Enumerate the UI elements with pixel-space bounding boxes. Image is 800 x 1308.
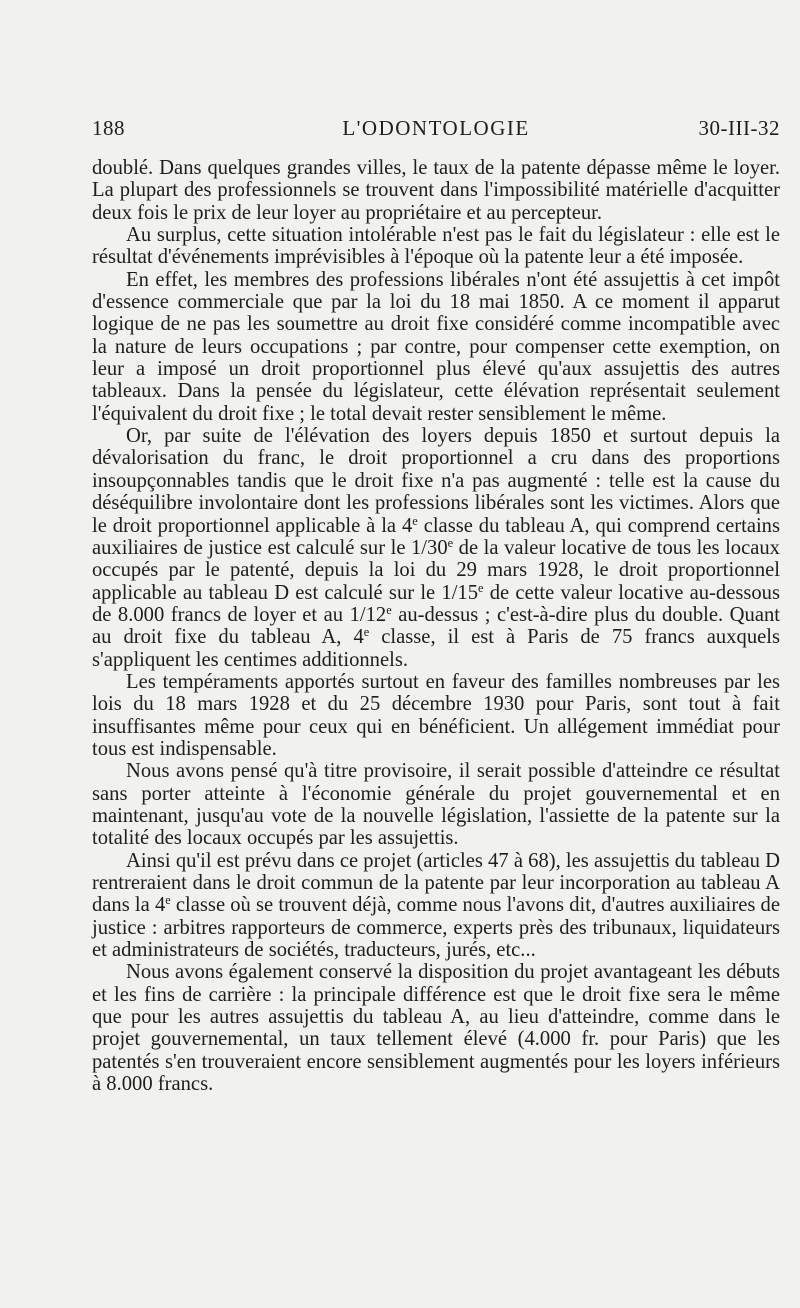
paragraph: [92, 269, 780, 425]
text-run: En effet, les membres des professions libérales n'ont été assujettis à cet impôt d'essence commerciale que par la loi du 18 mai 1850. A ce moment il apparut logique de ne pas les soumettre au droit fixe considéré comme incompatible avec la nature de leurs occupations ; par contre, pour compenser cette exemption, on leur a imposé un droit proportionnel plus élevé qu'aux assujettis des autres tableaux. Dans la pensée du législateur, cette élévation représentait seulement l'équivalent du droit fixe ; le total devait rester sensiblement le même.: [92, 268, 780, 425]
text-run: au-dessus ; c'est-à-dire plus du double. Quant au droit fixe du tableau A, 4: [92, 603, 780, 649]
text-run: Nous avons pensé qu'à titre provisoire, il serait possible d'atteindre ce résultat sans porter atteinte à l'économie générale du projet gouvernemental et en maintenant, jusqu'au vote de la nouvelle législation, l'assiette de la patente sur la totalité des locaux occupés par les assujettis.: [92, 760, 780, 850]
paragraph: [92, 425, 780, 671]
paragraph: [92, 671, 780, 760]
superscript: e: [363, 625, 370, 640]
text-run: classe du tableau A, qui comprend certains auxiliaires de justice est calculé sur le 1/30: [92, 514, 780, 559]
issue-date: 30-III-32: [698, 116, 780, 140]
running-header: [92, 116, 780, 142]
text-run: classe où se trouvent déjà, comme nous l'avons dit, d'autres auxiliaires de justice : arbitres rapporteurs de commerce, experts près des tribunaux, liquidateurs et administrateurs de sociétés, traducteurs, jurés, etc...: [92, 894, 780, 962]
text-run: de la valeur locative de tous les locaux occupés par le patenté, depuis la loi du 29 mars 1928, le droit proportionnel applicable au tableau D est calculé sur le 1/15: [92, 536, 780, 604]
paragraph: [92, 850, 780, 962]
text-run: doublé. Dans quelques grandes villes, le taux de la patente dépasse même le loyer. La plupart des professionnels se trouvent dans l'impossibilité matérielle d'acquitter deux fois le prix de leur loyer au propriétaire et au percepteur.: [92, 157, 780, 224]
text-run: Les tempéraments apportés surtout en faveur des familles nombreuses par les lois du 18 mars 1928 et du 25 décembre 1930 pour Paris, sont tout à fait insuffisantes même pour ceux qui en bénéficient. Un allégement immédiat pour tous est indispensable.: [92, 670, 780, 760]
paragraph: [92, 157, 780, 224]
text-run: classe, il est à Paris de 75 francs auxquels s'appliquent les centimes additionnels.: [92, 626, 780, 671]
text-run: de cette valeur locative au-dessous de 8.000 francs de loyer et au 1/12: [92, 581, 780, 626]
superscript: e: [165, 893, 171, 908]
text-run: Or, par suite de l'élévation des loyers depuis 1850 et surtout depuis la dévalorisation du franc, le droit proportionnel a cru dans des proportions insoupçonnables tandis que le droit fixe n'a pas augmenté : telle est la cause du déséquilibre involontaire dont les professions libérales sont les victimes. Alors que le droit proportionnel applicable à la 4: [92, 425, 780, 537]
superscript: e: [447, 536, 454, 551]
text-run: Ainsi qu'il est prévu dans ce projet (articles 47 à 68), les assujettis du tableau D rentreraient dans le droit commun de la patente par leur incorporation au tableau A dans la 4: [92, 849, 780, 917]
superscript: e: [478, 580, 484, 595]
paragraph: [92, 961, 780, 1095]
journal-title: L'ODONTOLOGIE: [342, 116, 530, 140]
superscript: e: [412, 513, 418, 528]
superscript: e: [386, 603, 392, 618]
text-run: Nous avons également conservé la disposition du projet avantageant les débuts et les fins de carrière : la principale différence est que le droit fixe sera le même que pour les autres assujettis du tableau A, au lieu d'atteindre, comme dans le projet gouvernemental, un taux tellement élevé (4.000 fr. pour Paris) que les patentés s'en trouveraient encore sensiblement augmentés pour les loyers inférieurs à 8.000 francs.: [92, 961, 780, 1096]
body-text: [92, 157, 780, 1095]
paragraph: [92, 224, 780, 269]
page-number: 188: [92, 116, 125, 140]
paragraph: [92, 760, 780, 849]
text-run: Au surplus, cette situation intolérable n'est pas le fait du législateur : elle est le résultat d'événements imprévisibles à l'époque où la patente leur a été imposée.: [92, 224, 780, 269]
